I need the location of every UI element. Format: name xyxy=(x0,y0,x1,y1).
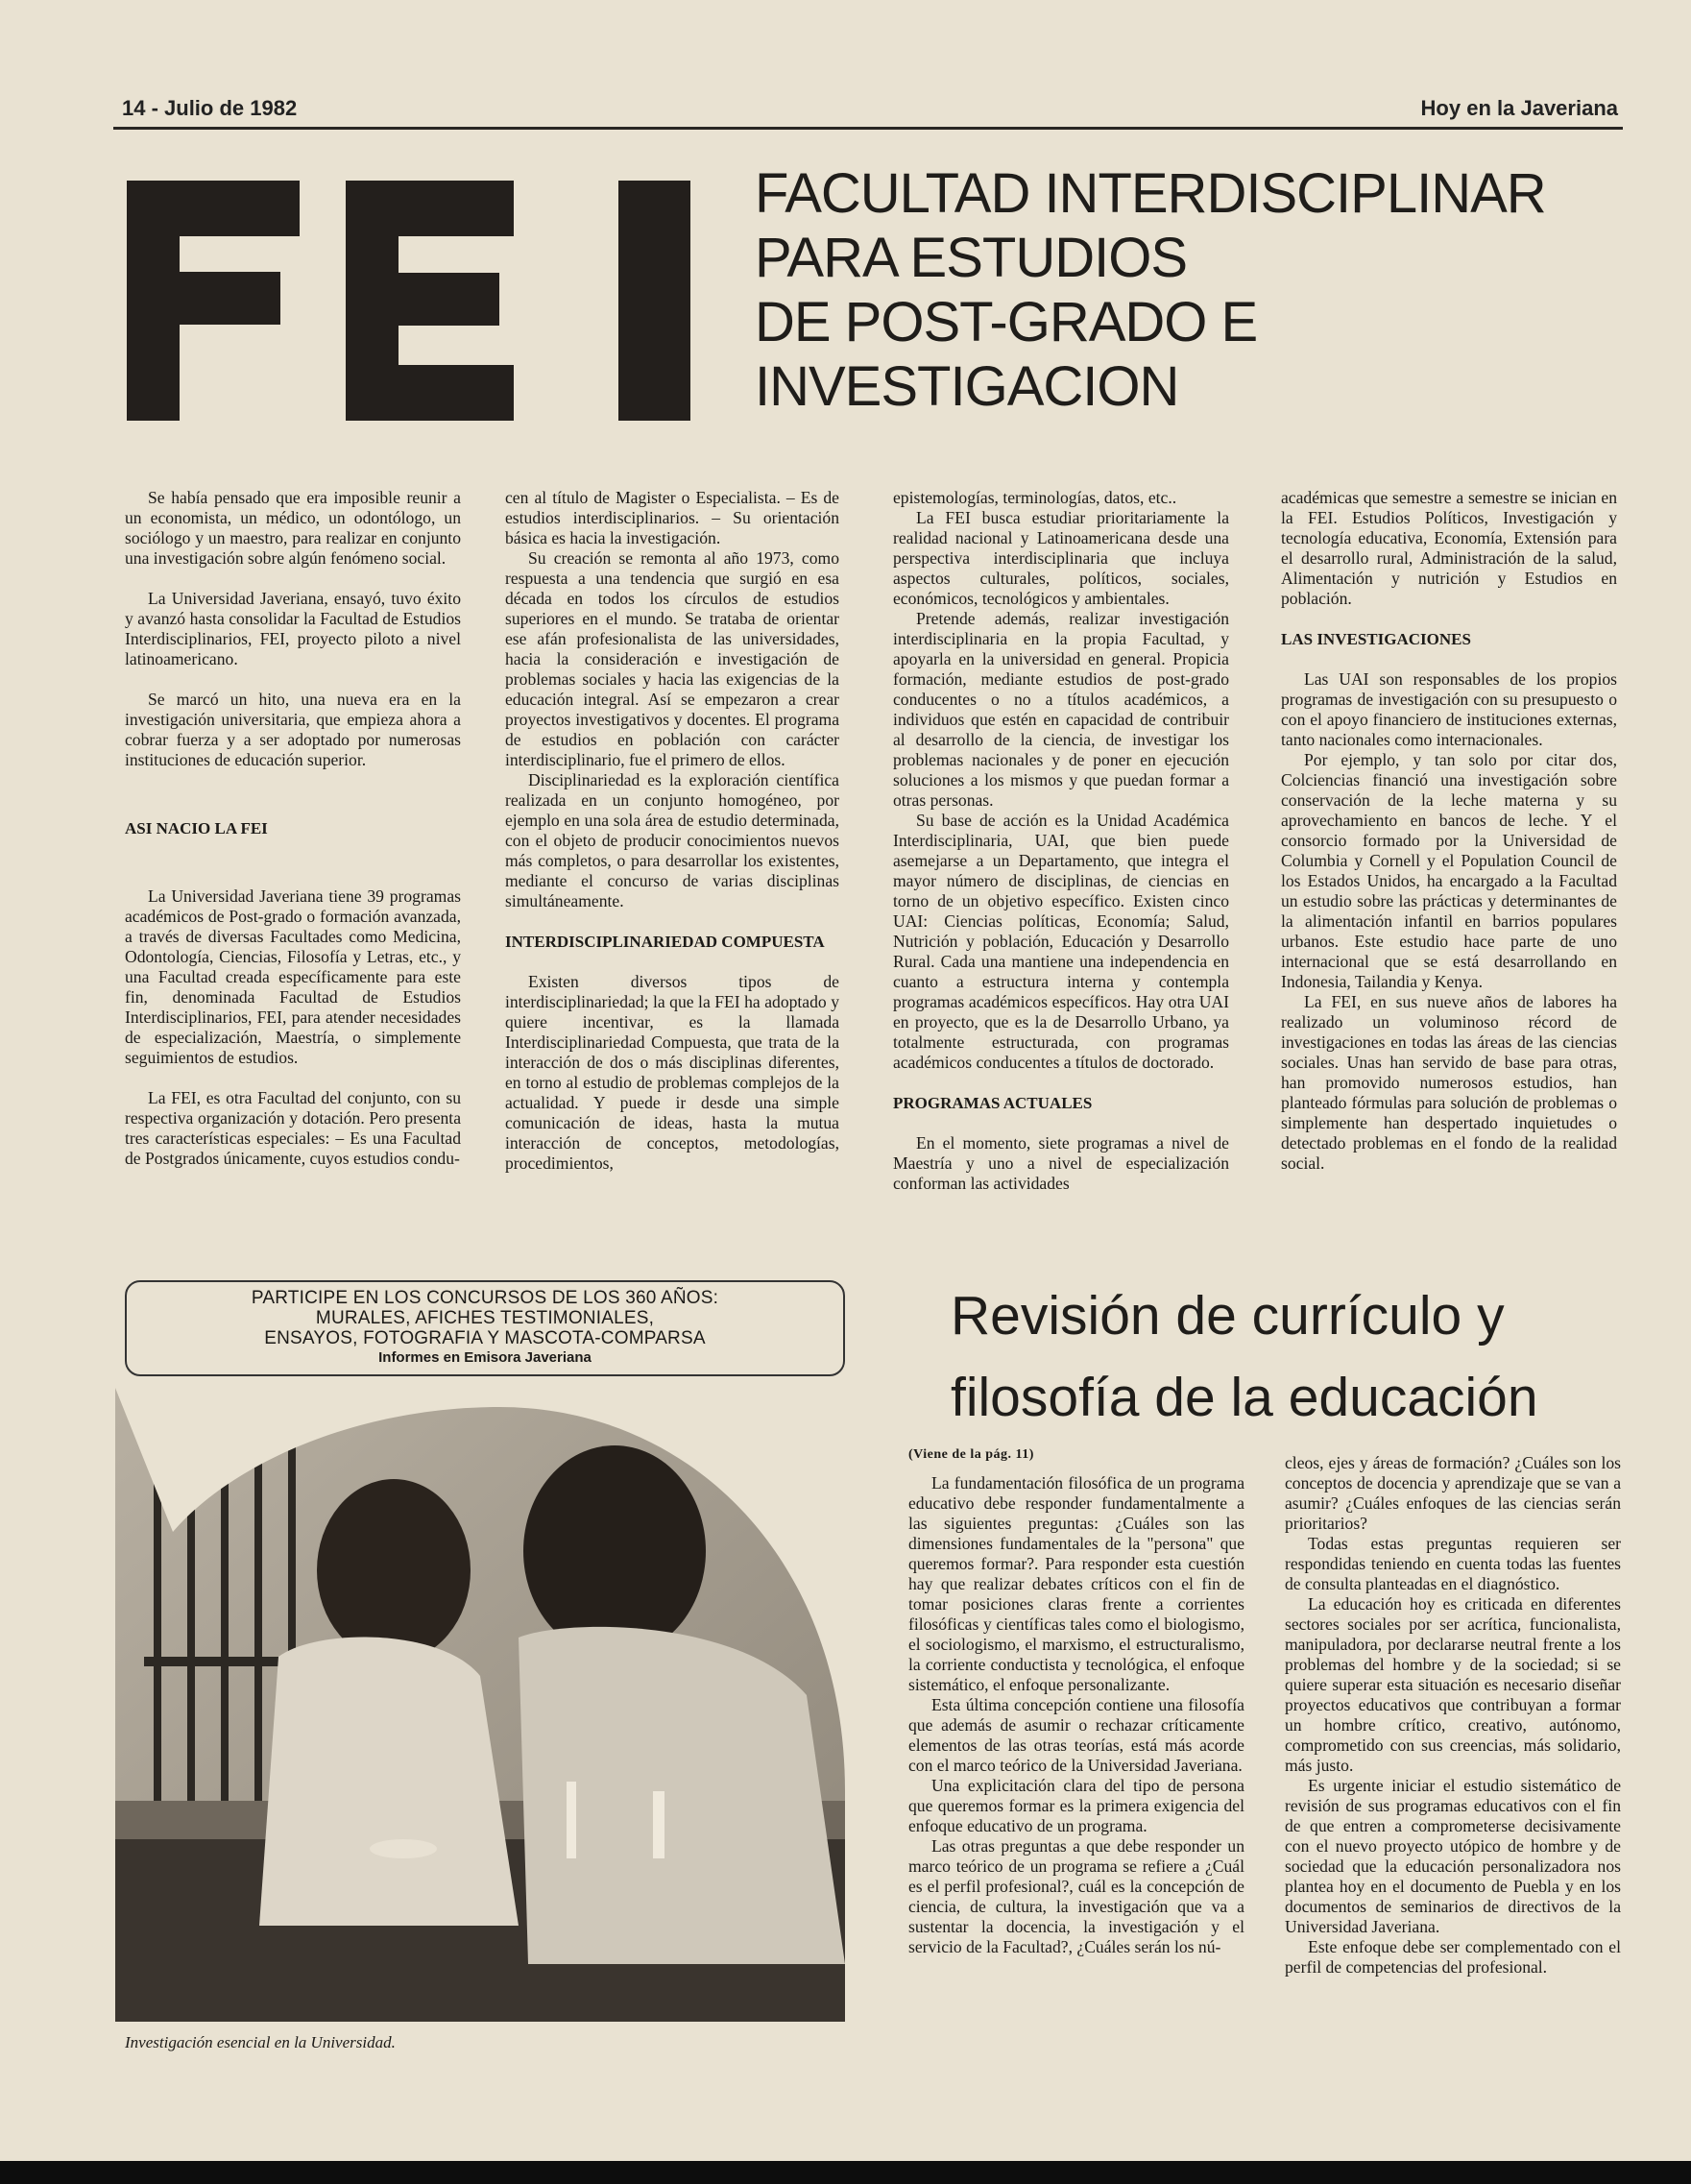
header-rule xyxy=(113,127,1623,130)
paragraph: Todas estas preguntas requieren ser respondidas teniendo en cuenta todas las fuentes de consulta planteadas en el diagnóstico. xyxy=(1285,1534,1621,1593)
title-line-1: FACULTAD INTERDISCIPLINAR xyxy=(755,162,1546,225)
paragraph: La educación hoy es criticada en diferentes sectores sociales por ser acrítica, funcionalista, manipuladora, por declararse neutral frente a los problemas del hombre y de la sociedad; si se quiere superar esta situación es necesario diseñar proyectos educativos que contribuyan a formar un hombre crítico, creativo, autónomo, comprometido con sus creencias, más solidario, más justo. xyxy=(1285,1594,1621,1775)
paragraph: Una explicitación clara del tipo de persona que queremos formar es la primera exigencia del enfoque educativo de un programa. xyxy=(908,1776,1244,1835)
section-heading: LAS INVESTIGACIONES xyxy=(1281,630,1471,648)
title-line-2: PARA ESTUDIOS xyxy=(755,227,1188,289)
paragraph: La FEI, es otra Facultad del conjunto, con su respectiva organización y dotación. Pero presenta tres características especiales: – Es una Facultad de Postgrados únicamente, cuyos estudios condu- xyxy=(125,1088,461,1168)
contest-info: Informes en Emisora Javeriana xyxy=(378,1349,592,1366)
paragraph: Su base de acción es la Unidad Académica Interdisciplinaria, UAI, que bien puede asemejarse a un Departamento, que integra el mayor número de disciplinas, de ciencias en torno de un objetivo específico. Existen cinco UAI: Ciencias políticas, Economía; Salud, Nutrición y población, Educación y Desarrollo Rural. Cada una mantiene una independencia en cuanto a estructura interna y contempla programas académicos específicos. Hay otra UAI en proyecto, que es la de Desarrollo Urbano, ya totalmente estructurada, con programas académicos conducentes a títulos de doctorado. xyxy=(893,811,1229,1072)
paragraph: Las otras preguntas a que debe responder un marco teórico de un programa se refiere a ¿Cuál es el perfil profesional?, cuál es la concepción de ciencia, de cultura, la investigación que va a sustentar la docencia, la investigación y el servicio de la Facultad?, ¿Cuáles serán los nú- xyxy=(908,1836,1244,1956)
paragraph: Este enfoque debe ser complementado con el perfil de competencias del profesional. xyxy=(1285,1937,1621,1977)
paragraph: cen al título de Magister o Especialista. – Es de estudios interdisciplinarios. – Su orientación básica es hacia la investigación. xyxy=(505,488,839,547)
article-column-2 xyxy=(505,488,839,1174)
paragraph: Se marcó un hito, una nueva era en la investigación universitaria, que empieza ahora a cobrar fuerza y a ser adoptado por numerosas instituciones de educación superior. xyxy=(125,690,461,769)
paragraph: La FEI, en sus nueve años de labores ha realizado un voluminoso récord de investigaciones en todas las áreas de las ciencias sociales. Unas han servido de base para otras, han promovido numerosos estudios, han planteado fórmulas para solución de problemas o simplemente han despertado inquietudes o detectado problemas en el fondo de la realidad social. xyxy=(1281,992,1617,1173)
paragraph: Su creación se remonta al año 1973, como respuesta a una tendencia que surgió en esa década en todos los círculos de estudios superiores en el mundo. Se trataba de orientar ese afán profesionalista de las universidades, hacia la consideración e investigación de problemas sociales y hacia las exigencias de la educación integral. Así se empezaron a crear proyectos investigativos y docentes. El programa de estudios en población con carácter interdisciplinario, fue el primero de ellos. xyxy=(505,548,839,769)
paragraph: Esta última concepción contiene una filosofía que además de asumir o rechazar críticamente elementos de las otras teorías, está más acorde con el marco teórico de la Universidad Javeriana. xyxy=(908,1695,1244,1775)
paragraph: Por ejemplo, y tan solo por citar dos, Colciencias financió una investigación sobre conservación de la leche materna y su aprovechamiento en bancos de leche. Y el consorcio formado por la Universidad de Columbia y Cornell y el Population Council de los Estados Unidos, ha encargado a la Facultad un estudio sobre las prácticas y determinantes de la alimentación infantil en barrios populares urbanos. Este estudio hace parte de uno internacional que se está desarrollando en Indonesia, Tailandia y Kenya. xyxy=(1281,750,1617,991)
paragraph: epistemologías, terminologías, datos, etc.. xyxy=(893,488,1177,507)
continuation-note: (Viene de la pág. 11) xyxy=(908,1447,1034,1462)
paragraph: Pretende además, realizar investigación interdisciplinaria en la propia Facultad, y apoyarla en la universidad en general. Propicia formación, mediante estudios de post-grado conducentes o no a títulos académicos, a individuos que estén en capacidad de contribuir al desarrollo de la ciencia, de investigar los problemas nacionales y de poner en ejecución soluciones a los mismos y que puedan formar a otras personas. xyxy=(893,609,1229,810)
title-line-3: DE POST-GRADO E xyxy=(755,291,1258,353)
revision-title-line-1: Revisión de currículo y xyxy=(951,1285,1505,1347)
paragraph: La fundamentación filosófica de un programa educativo debe responder fundamentalmente a las siguientes preguntas: ¿Cuáles son las dimensiones fundamentales de la "persona" que queremos formar?. Para responder esta cuestión hay que realizar debates críticos con el fin de tomar posiciones claras frente a corrientes filosóficas y científicas tales como el biologismo, el sociologismo, el marxismo, el estructuralismo, la corriente conductista y tecnológica, el enfoque sistemático, el enfoque personalizante. xyxy=(908,1473,1244,1694)
title-line-4: INVESTIGACION xyxy=(755,355,1179,418)
paragraph: Disciplinariedad es la exploración científica realizada en un conjunto homogéneo, por ejemplo en una sola área de estudio determinada, con el objeto de producir conocimientos nuevos más completos, o para desarrollar los existentes, mediante el concurso de varias disciplinas simultáneamente. xyxy=(505,770,839,910)
article-column-4 xyxy=(1281,488,1617,1174)
paragraph: Las UAI son responsables de los propios programas de investigación con su presupuesto o con el apoyo financiero de instituciones externas, tanto nacionales como internacionales. xyxy=(1281,669,1617,749)
contest-line-3: ENSAYOS, FOTOGRAFIA Y MASCOTA-COMPARSA xyxy=(264,1328,706,1348)
paragraph: Existen diversos tipos de interdisciplinariedad; la que la FEI ha adoptado y quiere incentivar, es la llamada Interdisciplinariedad Compuesta, que trata de la interacción de dos o más disciplinas diferentes, en torno al estudio de problemas complejos de la actualidad. Y puede ir desde una simple comunicación de ideas, hasta la mutua interacción de conceptos, metodologías, procedimientos, xyxy=(505,972,839,1173)
contest-announcement-box xyxy=(125,1280,845,1376)
photo-caption: Investigación esencial en la Universidad. xyxy=(125,2033,396,2051)
article-column-1 xyxy=(125,488,461,1169)
paragraph: Es urgente iniciar el estudio sistemático de revisión de sus programas educativos con el fin de que entren a comprometerse decisivamente con el nuevo proyecto utópico de hombre y de sociedad que la educación personalizadora nos plantea hoy en el documento de Puebla y en los documentos de seminarios de directivos de la Universidad Javeriana. xyxy=(1285,1776,1621,1936)
research-photo xyxy=(115,1388,845,2022)
scan-bottom-edge xyxy=(0,2161,1691,2184)
contest-line-1: PARTICIPE EN LOS CONCURSOS DE LOS 360 AÑOS: xyxy=(251,1288,719,1308)
revision-column-1 xyxy=(908,1473,1244,1957)
section-heading: ASI NACIO LA FEI xyxy=(125,819,268,837)
paragraph: cleos, ejes y áreas de formación? ¿Cuáles son los conceptos de docencia y aprendizaje que se van a asumir? ¿Cuáles enfoques de las ciencias serán prioritarios? xyxy=(1285,1453,1621,1533)
fei-logo xyxy=(127,181,693,421)
publication-name: Hoy en la Javeriana xyxy=(1420,96,1618,120)
section-heading: PROGRAMAS ACTUALES xyxy=(893,1094,1093,1112)
main-title xyxy=(755,161,1546,419)
revision-column-2 xyxy=(1285,1453,1621,1978)
paragraph: académicas que semestre a semestre se inician en la FEI. Estudios Políticos, Investigación y tecnología educativa, Economía, Extensión para el desarrollo rural, Administración de la salud, Alimentación y nutrición y Estudios en población. xyxy=(1281,488,1617,608)
revision-title-line-2: filosofía de la educación xyxy=(951,1367,1538,1428)
paragraph: La FEI busca estudiar prioritariamente la realidad nacional y Latinoamericana desde una perspectiva interdisciplinaria que incluya aspectos culturales, políticos, sociales, económicos, tecnológicos y ambientales. xyxy=(893,508,1229,608)
paragraph: La Universidad Javeriana, ensayó, tuvo éxito y avanzó hasta consolidar la Facultad de Estudios Interdisciplinarios, FEI, proyecto piloto a nivel latinoamericano. xyxy=(125,589,461,668)
section-heading: INTERDISCIPLINARIEDAD COMPUESTA xyxy=(505,933,825,951)
paragraph: Se había pensado que era imposible reunir a un economista, un médico, un odontólogo, un sociólogo y un maestro, para realizar en conjunto una investigación sobre algún fenómeno social. xyxy=(125,488,461,568)
page-number-date: 14 - Julio de 1982 xyxy=(122,96,298,120)
paragraph: En el momento, siete programas a nivel de Maestría y uno a nivel de especialización conforman las actividades xyxy=(893,1133,1229,1193)
article-column-3 xyxy=(893,488,1229,1194)
paragraph: La Universidad Javeriana tiene 39 programas académicos de Post-grado o formación avanzada, a través de diversas Facultades como Medicina, Odontología, Ciencias, Filosofía y Letras, etc., y una Facultad creada específicamente para este fin, denominada Facultad de Estudios Interdisciplinarios, FEI, para atender necesidades de especialización, Maestría, o simplemente seguimientos de estudios. xyxy=(125,886,461,1067)
contest-line-2: MURALES, AFICHES TESTIMONIALES, xyxy=(315,1308,655,1328)
